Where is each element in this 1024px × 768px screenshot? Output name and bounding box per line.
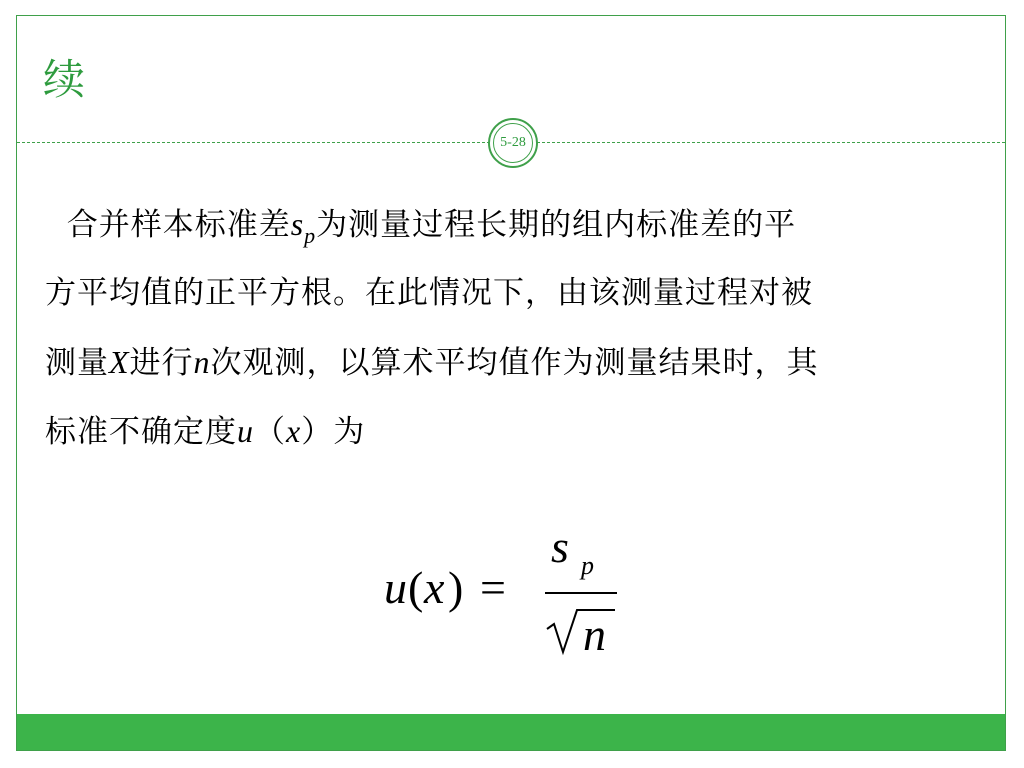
paragraph-line-3 [45, 328, 975, 397]
formula-lhs-u: u [384, 562, 407, 613]
text-segment: （ [254, 414, 286, 450]
text-segment: 次观测，以算术平均值作为测量结果时，其 [210, 345, 819, 381]
formula-numerator-s: s [551, 521, 569, 572]
slide-title: 续 [43, 55, 86, 104]
text-segment: 测量 [45, 345, 109, 381]
footer-bar [17, 714, 1005, 750]
var-subscript-p: p [304, 223, 317, 248]
page-number-badge [488, 118, 538, 168]
uncertainty-formula [379, 514, 639, 674]
var-n: n [193, 344, 211, 380]
var-s: s [290, 206, 305, 242]
text-segment: 标准不确定度 [45, 414, 237, 450]
paragraph-line-4 [45, 397, 975, 466]
page-number: 5-28 [493, 123, 533, 163]
text-segment: 进行 [129, 345, 194, 381]
formula-denominator-n: n [583, 609, 606, 660]
paragraph-line-2: 方平均值的正平方根。在此情况下，由该测量过程对被 [45, 275, 813, 311]
paragraph-line-1 [45, 190, 975, 259]
var-x: x [286, 413, 302, 449]
text-segment: 合并样本标准差 [66, 207, 291, 243]
formula-lhs-x: x [424, 562, 445, 613]
slide [16, 15, 1006, 751]
text-segment: ）为 [301, 414, 366, 450]
formula-equals: = [480, 562, 506, 613]
formula-lhs-close-paren: ) [448, 562, 464, 613]
var-u: u [237, 413, 254, 449]
var-X: X [109, 344, 130, 380]
formula-lhs-open-paren: ( [408, 562, 424, 613]
text-segment: 为测量过程长期的组内标准差的平 [316, 207, 797, 243]
formula-numerator-sub-p: p [581, 551, 594, 580]
paragraph [45, 190, 975, 466]
